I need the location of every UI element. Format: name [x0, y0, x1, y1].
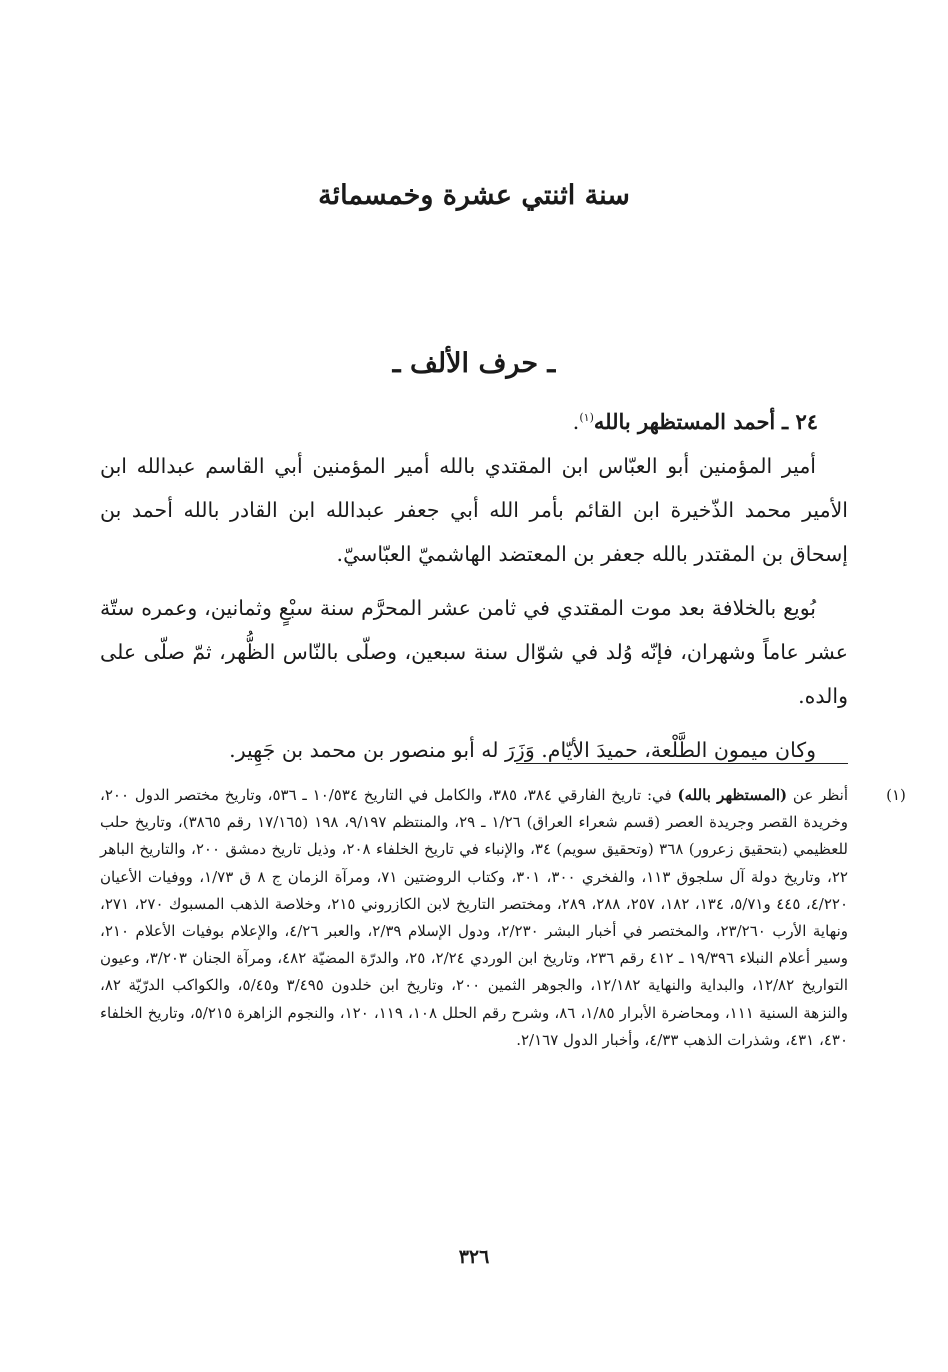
paragraph-character: وكان ميمون الطَّلْعة، حميدَ الأيّام. وَزَرَ له أبو منصور بن محمد بن جَهِير. [229, 738, 816, 762]
paragraph-lineage: أمير المؤمنين أبو العبّاس ابن المقتدي بالله أمير المؤمنين أبي القاسم عبدالله ابن الأمير محمد الذّخيرة ابن القائم بأمر الله أبي جعفر عبدالله ابن القادر بالله أحمد بن إسحاق بن المقتدر بالله جعفر بن المعتضد الهاشميّ العبّاسيّ. [100, 454, 848, 566]
entry-title [100, 400, 818, 444]
footnote-body: في: تاريخ الفارقي ٣٨٤، ٣٨٥، والكامل في التاريخ ١٠/٥٣٤ ـ ٥٣٦، وتاريخ مختصر الدول ٢٠٠، وخريدة القصر وجريدة العصر (قسم شعراء العراق) ١/٢٦ ـ ٢٩، والمنتظم ٩/١٩٧، ١٩٨ (١٧/١٦٥ رقم ٣٨٦٥)، وتاريخ حلب للعظيمي (بتحقيق زعرور) ٣٦٨ (وتحقيق سويم) ٣٤، والإنباء في تاريخ الخلفاء ٢٠٨، وذيل تاريخ دمشق ٢٠٠، والتاريخ الباهر ٢٢، وتاريخ دولة آل سلجوق ١١٣، والفخري ٣٠٠، ٣٠١، وكتاب الروضتين ٧١، ومرآة الزمان ج ٨ ق ١/٧٣، ووفيات الأعيان ٤/٢٢٠، ٤٤٥ و٥/٧١، ١٣٤، ١٨٢، ٢٥٧، ٢٨٨، ٢٨٩، ومختصر التاريخ لابن الكازروني ٢١٥، وخلاصة الذهب المسبوك ٢٧٠، ٢٧١، ونهاية الأرب ٢٣/٢٦٠، والمختصر في أخبار البشر ٢/٢٣٠، ودول الإسلام ٢/٣٩، والعبر ٤/٢٦، والإعلام بوفيات الأعلام ٢١٠، وسير أعلام النبلاء ١٩/٣٩٦ ـ ٤١٢ رقم ٢٣٦، وتاريخ ابن الوردي ٢/٢٤، ٢٥، والدرّة المضيّة ٤٨٢، ومرآة الجنان ٣/٢٠٣، وعيون التواريخ ١٢/٨٢، والبداية والنهاية ١٢/١٨٢، والجوهر الثمين ٢٠٠، وتاريخ ابن خلدون ٣/٤٩٥ و٥/٤٥، والكواكب الدرّيّة ٨٢، والنزهة السنية ١١١، ومحاضرة الأبرار ١/٨٥، ٨٦، وشرح رقم الحلل ١٠٨، ١١٩، ١٢٠، والنجوم الزاهرة ٥/٢١٥، وتاريخ الخلفاء ٤٣٠، ٤٣١، وشذرات الذهب ٤/٣٣، وأخبار الدول ٢/١٦٧. [100, 786, 849, 1049]
footnote-number: (١) [886, 786, 906, 804]
year-heading: سنة اثنتي عشرة وخمسمائة [318, 180, 630, 211]
page-number: ٣٢٦ [458, 1246, 490, 1268]
footnotes [100, 782, 906, 1054]
paragraph-accession: بُويع بالخلافة بعد موت المقتدي في ثامن عشر المحرَّم سنة سبْعٍ وثمانين، وعمره ستّة عشر عاماً وشهران، فإنّه وُلد في شوّال سنة سبعين، وصلّى بالنّاس الظُّهر، ثمّ صلّى على والده. [100, 596, 848, 708]
footnote-text [100, 782, 848, 1054]
main-text [100, 400, 848, 772]
section-heading: ـ حرف الألف ـ [392, 348, 556, 379]
entry-title-end: . [572, 410, 580, 434]
entry-number: ٢٤ ـ [781, 409, 818, 434]
entry-name: أحمد المستظهر بالله [593, 409, 776, 434]
footnote-divider [516, 763, 848, 764]
footnote-subject: (المستظهر بالله) [677, 786, 788, 804]
footnote-lead: أنظر عن [792, 786, 849, 804]
footnote-reference[interactable]: (١) [579, 411, 594, 424]
